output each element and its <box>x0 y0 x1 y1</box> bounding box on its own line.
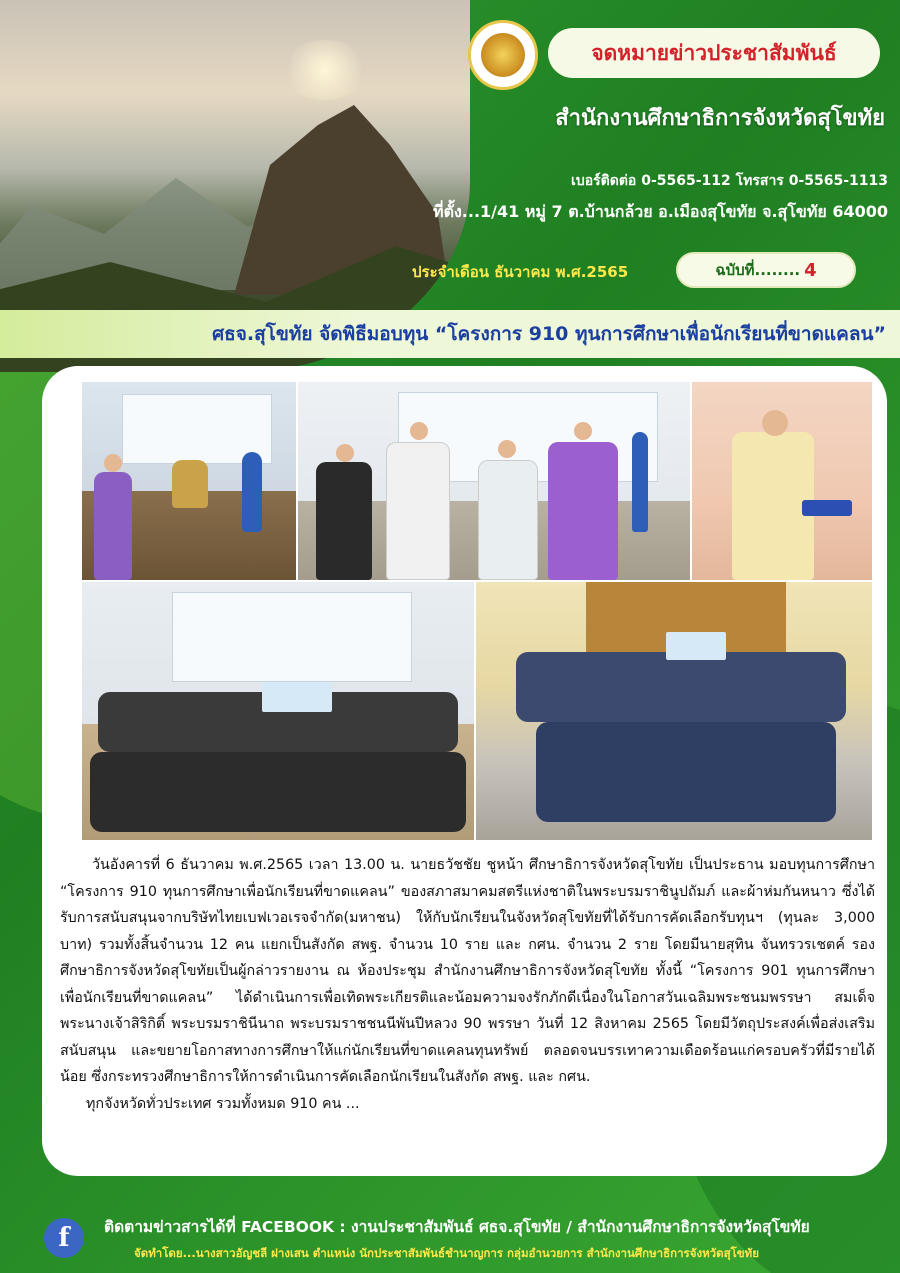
person-figure <box>478 460 538 580</box>
person-figure <box>548 442 618 580</box>
emblem-icon <box>481 33 525 77</box>
photo-group-outdoor <box>476 582 872 840</box>
facebook-follow-text: ติดตามข่าวสารได้ที่ FACEBOOK : งานประชาสัมพันธ์ ศธจ.สุโขทัย / สำนักงานศึกษาธิการจังหวัดสุโขทัย <box>104 1218 810 1236</box>
photo-speech-report <box>692 382 872 580</box>
issue-month: ประจำเดือน ธันวาคม พ.ศ.2565 <box>412 263 629 281</box>
kneeling-row <box>90 752 466 832</box>
sun-glow <box>280 40 370 100</box>
credit-line: จัดทำโดย...นางสาวอัญชลี ฝางเสน ตำแหน่ง นักประชาสัมพันธ์ชำนาญการ กลุ่มอำนวยการ สำนักงานศึกษาธิการจังหวัดสุโขทัย <box>134 1246 759 1260</box>
issue-number: 4 <box>804 259 817 281</box>
flag <box>242 452 262 532</box>
person-face <box>104 454 122 472</box>
photo-group-meeting-room <box>82 582 474 840</box>
standing-row <box>516 652 846 722</box>
photo-ceremony-altar <box>82 382 296 580</box>
person-face <box>410 422 428 440</box>
article-body <box>60 852 875 1117</box>
article-paragraph: วันอังคารที่ 6 ธันวาคม พ.ศ.2565 เวลา 13.00 น. นายธวัชชัย ชูหน้า ศึกษาธิการจังหวัดสุโขทัย เป็นประธาน มอบทุนการศึกษา “โครงการ 910 ทุนการศึกษาเพื่อนักเรียนที่ขาดแคลน” ของสภาสมาคมสตรีแห่งชาติในพระบรมราชินูปถัมภ์ และผ้าห่มกันหนาว ซึ่งได้รับการสนับสนุนจากบริษัทไทยเบฟเวอเรจจำกัด(มหาชน) ให้กับนักเรียนในจังหวัดสุโขทัยที่ได้รับการคัดเลือกรับทุนฯ (ทุนละ 3,000 บาท) รวมทั้งสิ้นจำนวน 12 คน แยกเป็นสังกัด สพฐ. จำนวน 10 ราย และ กศน. จำนวน 2 ราย โดยมีนายสุทิน จันทรวรเชตค์ รองศึกษาธิการจังหวัดสุโขทัยเป็นผู้กล่าวรายงาน ณ ห้องประชุม สำนักงานศึกษาธิการจังหวัดสุโขทัย ทั้งนี้ “โครงการ 901 ทุนการศึกษาเพื่อนักเรียนที่ขาดแคลน” ได้ดำเนินการเพื่อเทิดพระเกียรติและน้อมความจงรักภักดีเนื่องในโอกาสวันเฉลิมพระชนมพรรษา สมเด็จพระนางเจ้าสิริกิติ์ พระบรมราชินีนาถ พระบรมราชชนนีพันปีหลวง 90 พรรษา วันที่ 12 สิงหาคม 2565 โดยมีวัตถุประสงค์เพื่อส่งเสริมสนับสนุน และขยายโอกาสทางการศึกษาให้แก่นักเรียนที่ขาดแคลนทุนทรัพย์ ตลอดจนบรรเทาความเดือดร้อนแก่ครอบครัวที่มีรายได้น้อย ซึ่งกระทรวงศึกษาธิการให้การดำเนินการคัดเลือกนักเรียนในสังกัด สพฐ. และ กศน. <box>60 857 875 1085</box>
person-face <box>336 444 354 462</box>
article-ending: ทุกจังหวัดทั่วประเทศ รวมทั้งหมด 910 คน ... <box>86 1095 360 1112</box>
person-figure <box>316 462 372 580</box>
scholarship-board <box>666 632 726 660</box>
photo-scholarship-handover <box>298 382 690 580</box>
office-address: ที่ตั้ง...1/41 หมู่ 7 ต.บ้านกล้วย อ.เมืองสุโขทัย จ.สุโขทัย 64000 <box>433 202 888 221</box>
portrait-frame <box>172 460 208 508</box>
newsletter-title: จดหมายข่าวประชาสัมพันธ์ <box>548 28 880 78</box>
contact-info: เบอร์ติดต่อ 0-5565-112 โทรสาร 0-5565-1113 <box>571 173 888 189</box>
office-emblem-logo <box>468 20 538 90</box>
person-figure <box>94 472 132 580</box>
front-row <box>536 722 836 822</box>
person-face <box>498 440 516 458</box>
report-folder <box>802 500 852 516</box>
office-name: สำนักงานศึกษาธิการจังหวัดสุโขทัย <box>555 106 885 131</box>
flag <box>632 432 648 532</box>
projector-screen <box>172 592 412 682</box>
person-face <box>574 422 592 440</box>
headline-bar <box>0 310 900 358</box>
issue-label: ฉบับที่........ <box>715 261 801 279</box>
person-face <box>762 410 788 436</box>
scholarship-board <box>262 682 332 712</box>
person-figure <box>386 442 450 580</box>
facebook-icon[interactable]: f <box>44 1218 84 1258</box>
issue-badge <box>676 252 856 288</box>
headline: ศธจ.สุโขทัย จัดพิธีมอบทุน “โครงการ 910 ทุนการศึกษาเพื่อนักเรียนที่ขาดแคลน” <box>212 323 886 345</box>
